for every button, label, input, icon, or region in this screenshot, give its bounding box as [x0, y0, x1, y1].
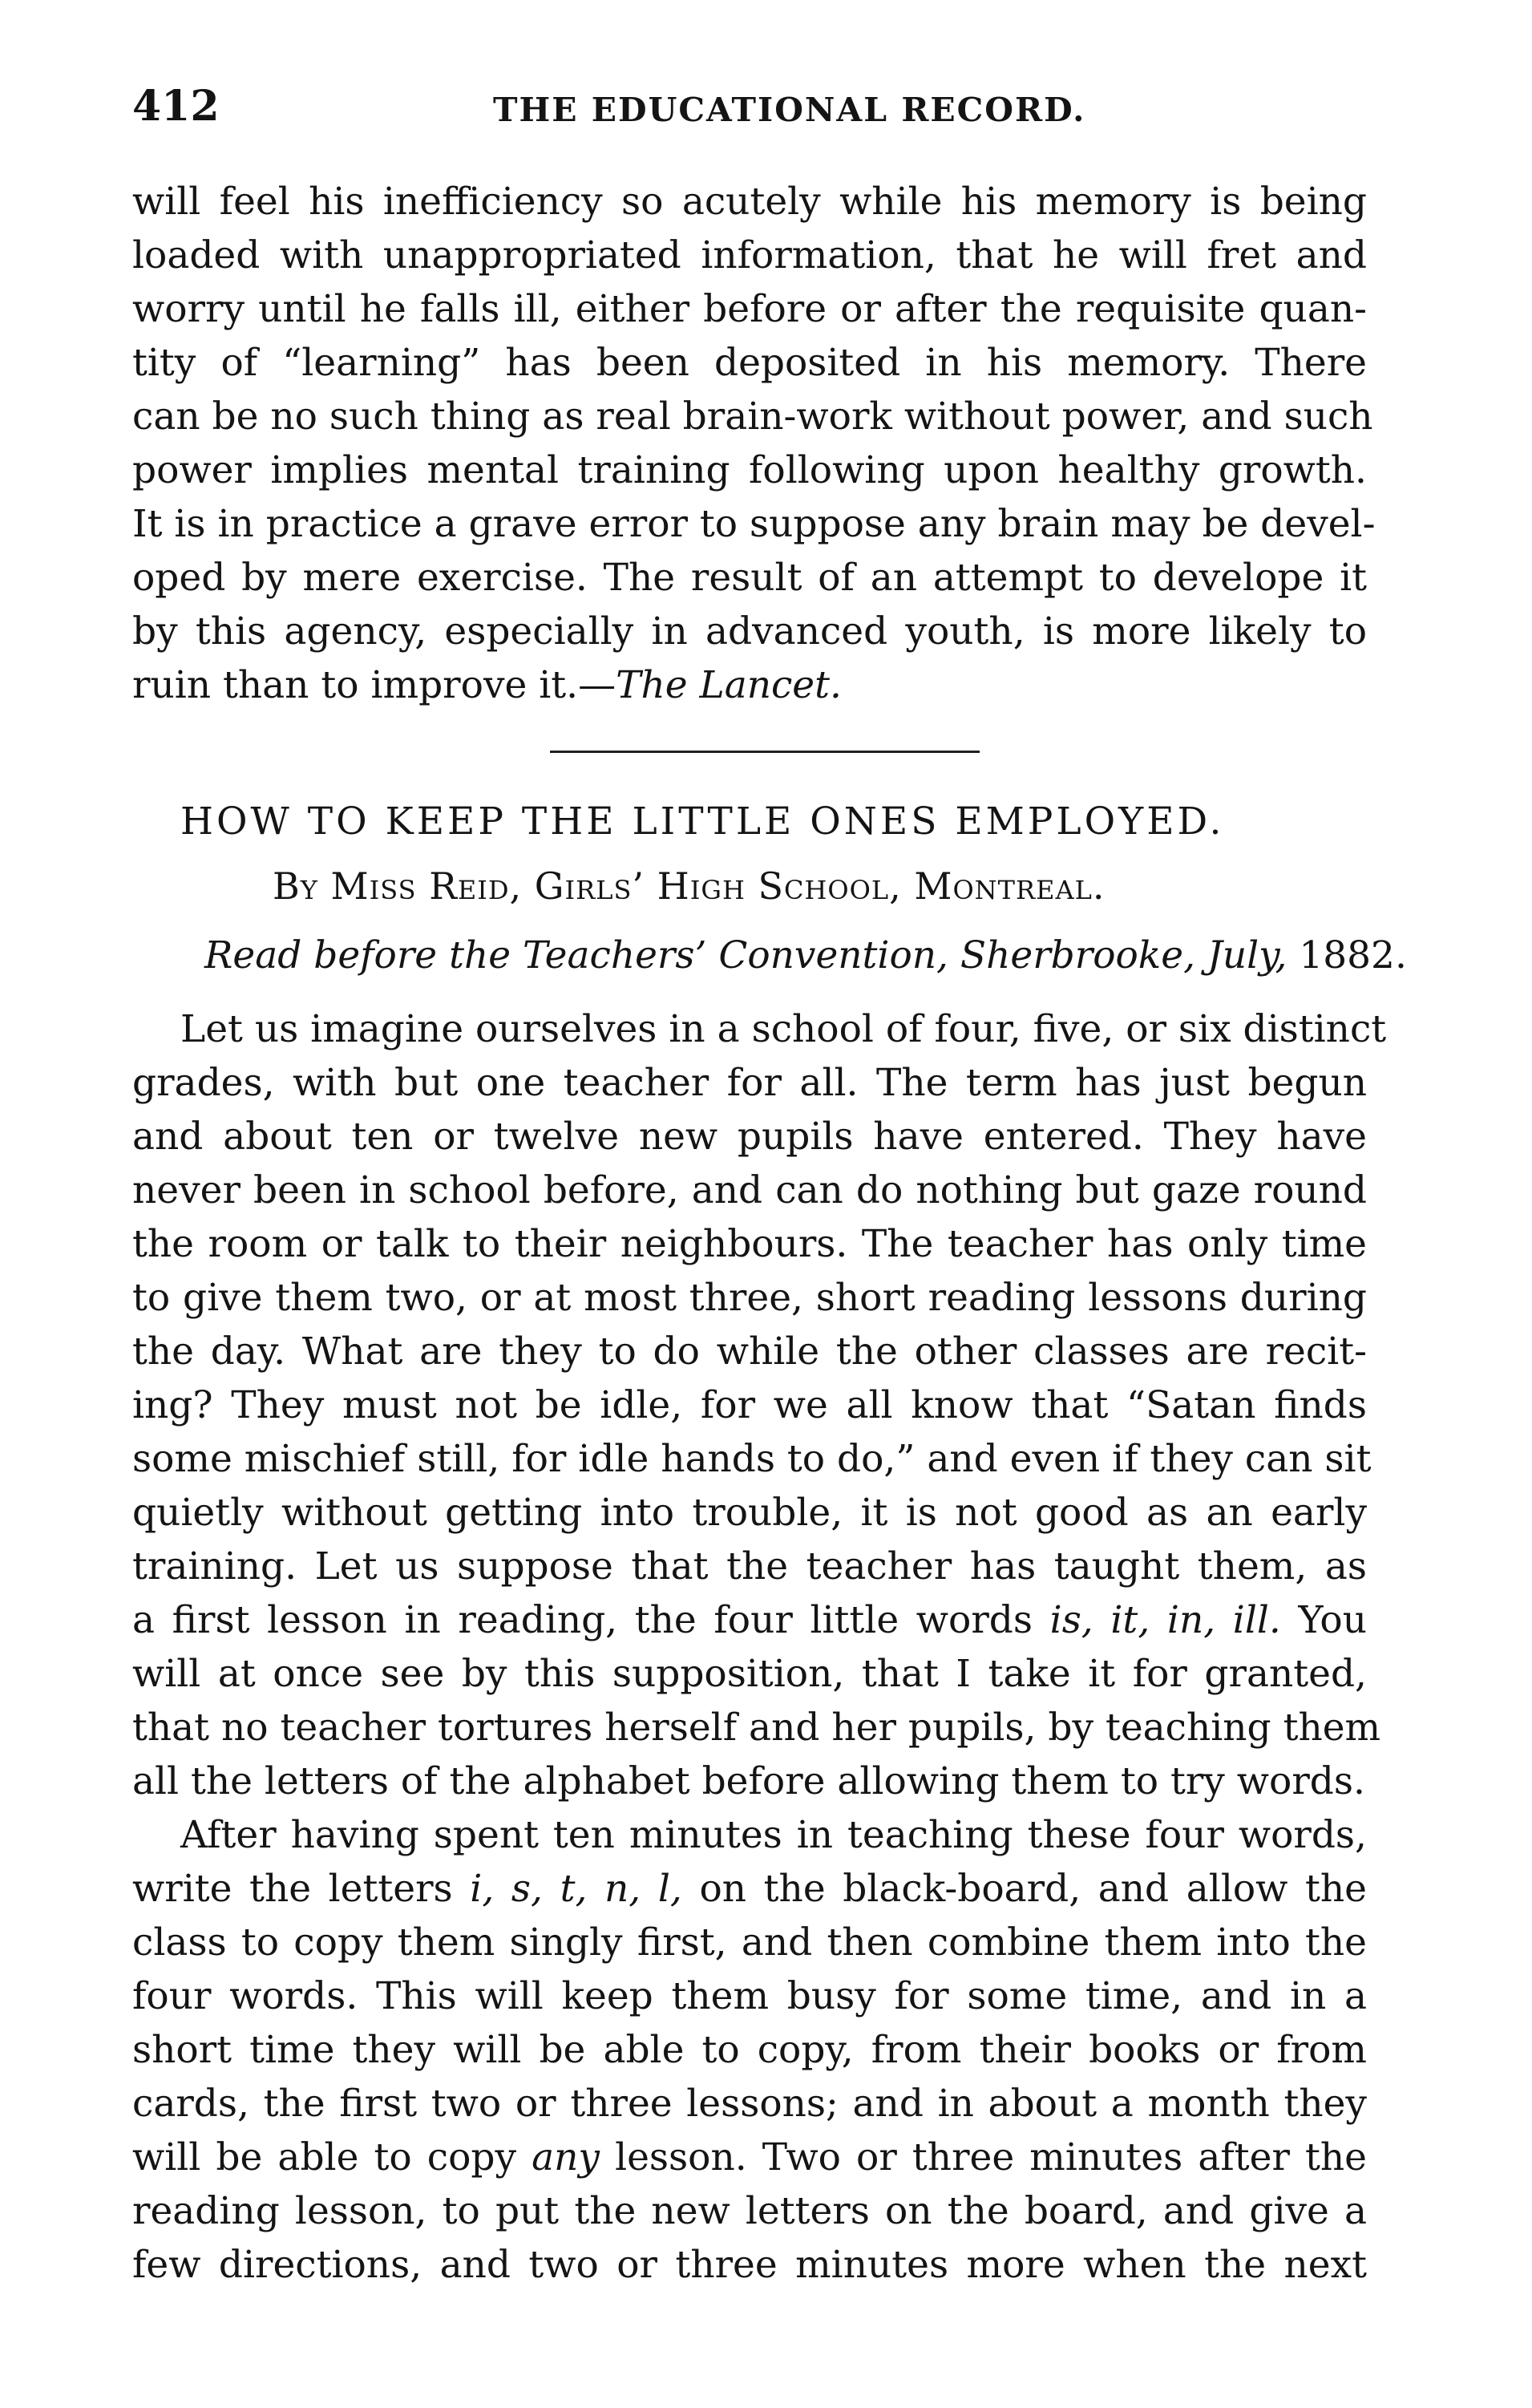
source-citation: The Lancet. [616, 663, 842, 707]
text-line: power implies mental training following upon healthy growth. [132, 448, 1367, 492]
text-line: quietly without getting into trouble, it is not good as an early [132, 1491, 1367, 1535]
text-line: the day. What are they to do while the other classes are recit- [132, 1329, 1367, 1374]
section-divider [550, 751, 980, 753]
text-line [132, 2131, 1367, 2184]
italic-words: is, it, in, ill. [1049, 1598, 1281, 1642]
text-line: can be no such thing as real brain-work without power, and such [132, 395, 1373, 439]
text-line: that no teacher tortures herself and her pupils, by teaching them [132, 1706, 1381, 1750]
text-line [132, 1593, 1367, 1647]
article-title: HOW TO KEEP THE LITTLE ONES EMPLOYED. [180, 799, 1225, 844]
text-line: all the letters of the alphabet before allowing them to try words. [132, 1759, 1365, 1803]
text-line: loaded with unappropriated information, that he will fret and [132, 233, 1367, 277]
text-line: Let us imagine ourselves in a school of four, five, or six distinct [180, 1007, 1387, 1051]
text-line: After having spent ten minutes in teaching these four words, [180, 1813, 1367, 1857]
running-head: THE EDUCATIONAL RECORD. [493, 91, 1086, 129]
article-body [132, 1002, 1387, 2292]
byline-text: By Miss Reid, Girls’ High School, Montreal. [273, 864, 1106, 908]
text-line: to give them two, or at most three, short reading lessons during [132, 1276, 1367, 1320]
text-run: a first lesson in reading, the four little words [132, 1598, 1050, 1642]
text-line: It is in practice a grave error to suppose any brain may be devel- [132, 502, 1376, 546]
text-line: the room or talk to their neighbours. The teacher has only time [132, 1222, 1367, 1266]
page-header [132, 83, 1367, 139]
text-line: few directions, and two or three minutes more when the next [132, 2243, 1367, 2287]
text-run: You [1280, 1598, 1368, 1642]
text-line: four words. This will keep them busy for some time, and in a [132, 1974, 1367, 2018]
text-line [132, 1862, 1367, 1916]
continuation-text [132, 175, 1376, 712]
text-run: lesson. Two or three minutes after the [599, 2135, 1367, 2179]
text-run: will be able to copy [132, 2135, 532, 2179]
presentation-note [204, 929, 1407, 982]
article-byline [273, 860, 1315, 912]
text-line: class to copy them singly first, and then combine them into the [132, 1920, 1367, 1965]
presentation-venue: Read before the Teachers’ Convention, Sherbrooke, July, [204, 933, 1287, 977]
text-line: and about ten or twelve new pupils have entered. They have [132, 1115, 1367, 1159]
text-line: reading lesson, to put the new letters on the board, and give a [132, 2189, 1367, 2233]
text-line: short time they will be able to copy, from their books or from [132, 2028, 1367, 2072]
text-line: oped by mere exercise. The result of an attempt to develope it [132, 556, 1367, 600]
text-line: tity of “learning” has been deposited in his memory. There [132, 341, 1367, 385]
last-line-text: ruin than to improve it.— [132, 663, 616, 707]
text-line: by this agency, especially in advanced youth, is more likely to [132, 609, 1367, 654]
text-line: never been in school before, and can do nothing but gaze round [132, 1168, 1367, 1212]
text-line: worry until he falls ill, either before or after the requisite quan- [132, 287, 1367, 331]
text-line: will feel his inefficiency so acutely while his memory is being [132, 180, 1367, 224]
text-run: on the black-board, and allow the [681, 1867, 1367, 1911]
text-run: write the letters [132, 1867, 471, 1911]
presentation-year: 1882. [1299, 933, 1407, 977]
page-number: 412 [132, 82, 220, 131]
text-line: training. Let us suppose that the teacher has taught them, as [132, 1544, 1367, 1588]
text-line: some mischief still, for idle hands to do,” and even if they can sit [132, 1437, 1372, 1481]
text-line: grades, with but one teacher for all. The term has just begun [132, 1061, 1367, 1105]
text-line-last [132, 658, 1367, 712]
italic-letters: i, s, t, n, l, [470, 1867, 682, 1911]
text-line: cards, the first two or three lessons; and in about a month they [132, 2082, 1367, 2126]
text-line: ing? They must not be idle, for we all know that “Satan finds [132, 1383, 1367, 1427]
text-line: will at once see by this supposition, that I take it for granted, [132, 1652, 1367, 1696]
italic-word: any [532, 2135, 600, 2179]
